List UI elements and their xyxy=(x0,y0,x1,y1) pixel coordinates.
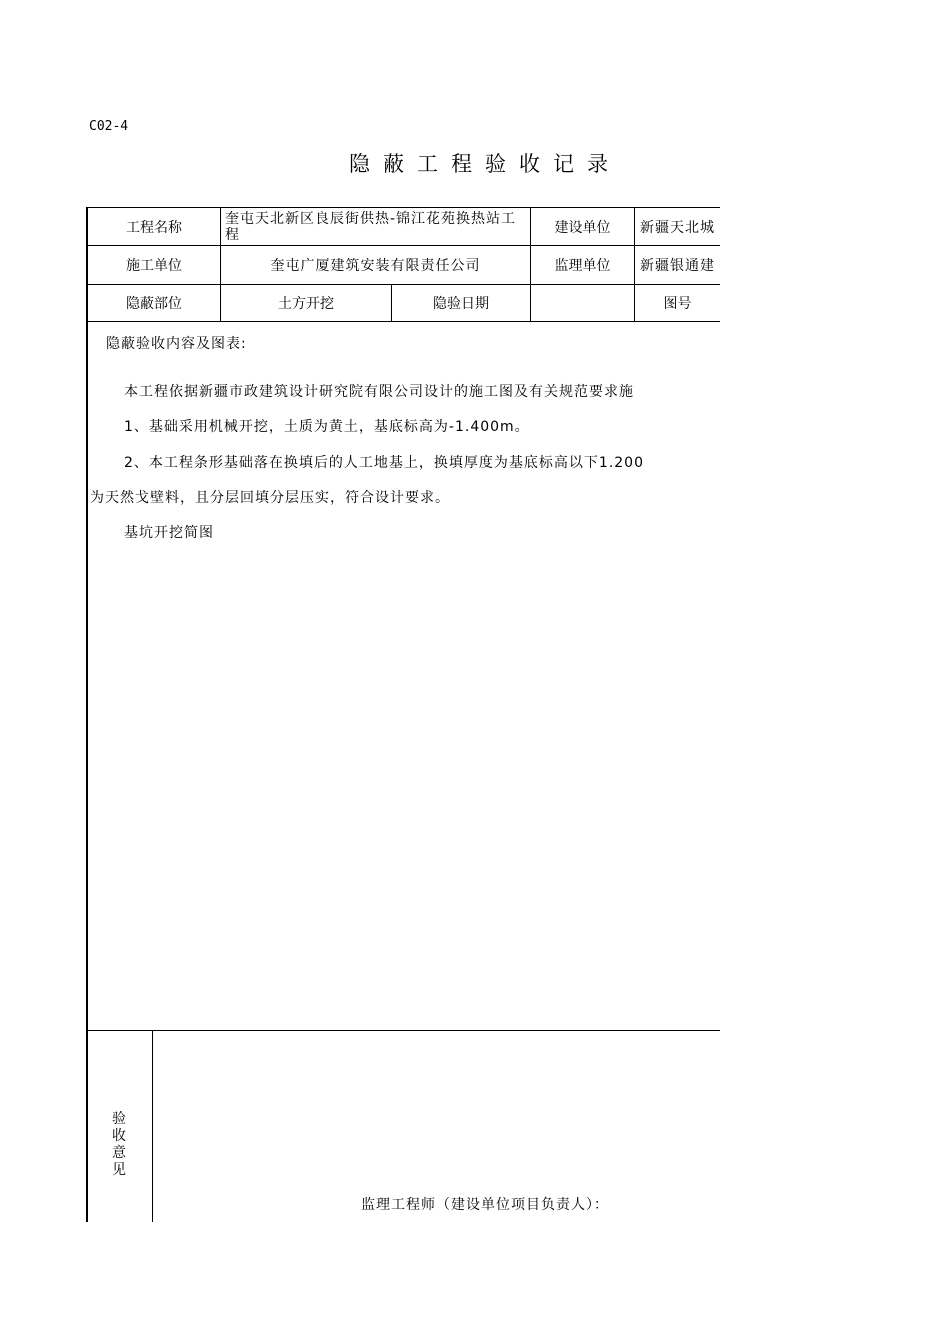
inspection-date-value xyxy=(531,285,634,321)
inspection-date-label: 隐验日期 xyxy=(433,296,489,312)
content-paragraph-1: 本工程依据新疆市政建筑设计研究院有限公司设计的施工图及有关规范要求施 xyxy=(124,384,634,400)
contractor-label: 施工单位 xyxy=(126,258,182,274)
opinion-label: 验收意见 xyxy=(112,1111,126,1178)
content-paragraph-3b: 为天然戈壁料，且分层回填分层压实，符合设计要求。 xyxy=(90,490,450,506)
supervisor-value: 新疆银通建 xyxy=(640,258,715,274)
form-code: C02-4 xyxy=(89,119,129,134)
diagram-label: 基坑开挖简图 xyxy=(124,525,214,541)
hidden-part-value: 土方开挖 xyxy=(278,296,334,312)
builder-label: 建设单位 xyxy=(554,219,611,236)
col-line-opinion xyxy=(152,1030,153,1222)
hidden-part-label: 隐蔽部位 xyxy=(126,296,182,312)
project-name-value: 奎屯天北新区良辰街供热-锦江花苑换热站工程 xyxy=(225,210,517,243)
drawing-no-label: 图号 xyxy=(663,296,692,312)
project-name-label: 工程名称 xyxy=(126,219,182,236)
project-name-cell xyxy=(221,208,530,245)
contractor-value: 奎屯广厦建筑安装有限责任公司 xyxy=(270,258,481,274)
content-section-label: 隐蔽验收内容及图表: xyxy=(106,336,247,352)
signature-label: 监理工程师（建设单位项目负责人）： xyxy=(361,1197,609,1213)
supervisor-label: 监理单位 xyxy=(554,258,611,274)
content-paragraph-2: 1、基础采用机械开挖，土质为黄土，基底标高为-1.400m。 xyxy=(124,419,530,435)
page-title: 隐蔽工程验收记录 xyxy=(349,152,621,176)
builder-value: 新疆天北城 xyxy=(640,219,715,236)
row-line-4 xyxy=(86,1030,720,1031)
record-table xyxy=(86,207,720,1222)
content-paragraph-3a: 2、本工程条形基础落在换填后的人工地基上，换填厚度为基底标高以下1.200 xyxy=(124,455,644,471)
table-left-border xyxy=(86,207,88,1222)
row-line-3 xyxy=(86,321,720,322)
